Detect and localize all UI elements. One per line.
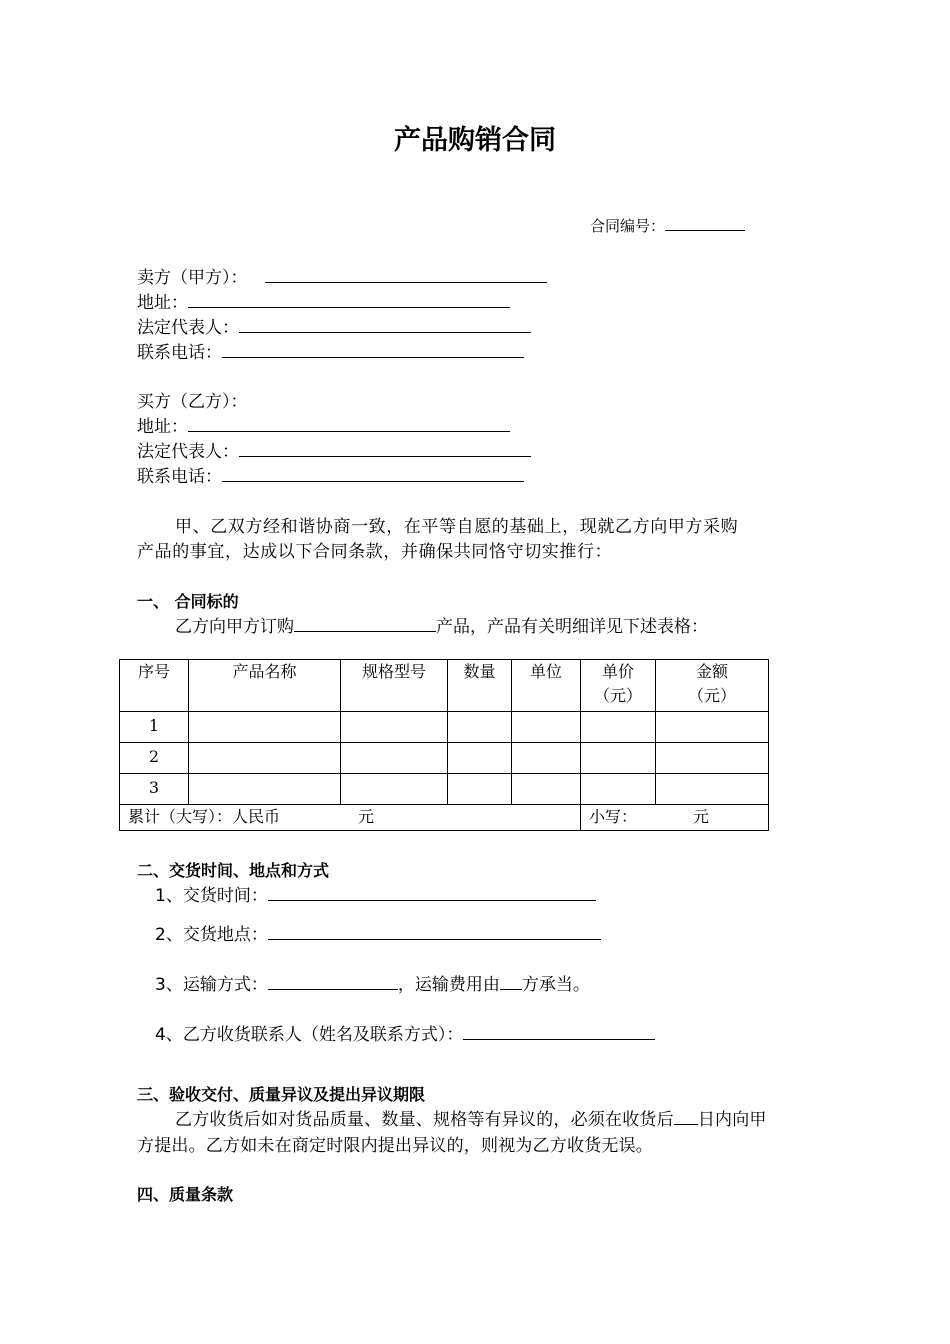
header-unit-price: 单价 （元） xyxy=(581,660,656,712)
cell-unit[interactable] xyxy=(512,774,581,805)
buyer-rep-line xyxy=(137,437,531,462)
seller-address-blank[interactable] xyxy=(188,291,510,308)
row-serial: 3 xyxy=(120,774,189,805)
transport-post: 方承当。 xyxy=(521,975,590,995)
cell-unit-price[interactable] xyxy=(581,774,656,805)
buyer-address-label: 地址： xyxy=(137,417,188,437)
cell-unit-price[interactable] xyxy=(581,743,656,774)
seller-phone-line xyxy=(137,338,524,363)
section-3-line-1: 乙方收货后如对货品质量、数量、规格等有异议的，必须在收货后 日内向甲 xyxy=(175,1110,767,1130)
section-1-text-pre: 乙方向甲方订购 xyxy=(175,617,294,637)
buyer-rep-label: 法定代表人： xyxy=(137,442,239,462)
cell-quantity[interactable] xyxy=(448,743,512,774)
cell-spec-model[interactable] xyxy=(341,743,448,774)
cell-amount[interactable] xyxy=(656,743,769,774)
delivery-place-blank[interactable] xyxy=(268,923,601,940)
total-upper-cell[interactable] xyxy=(120,805,581,831)
intro-line-1: 甲、乙双方经和谐协商一致，在平等自愿的基础上，现就乙方向甲方采购 xyxy=(175,517,739,537)
table-row xyxy=(120,774,769,805)
cell-product-name[interactable] xyxy=(189,774,341,805)
buyer-phone-label: 联系电话： xyxy=(137,467,222,487)
buyer-phone-blank[interactable] xyxy=(222,465,524,482)
total-lower-label: 小写： xyxy=(589,807,638,826)
cell-spec-model[interactable] xyxy=(341,712,448,743)
section-3-heading: 三、验收交付、质量异议及提出异议期限 xyxy=(137,1085,426,1104)
delivery-time-line: 1、交货时间： xyxy=(155,881,596,906)
transport-line: 3、运输方式： ，运输费用由 方承当。 xyxy=(155,975,590,995)
section-4-heading: 四、质量条款 xyxy=(137,1185,234,1204)
seller-phone-label: 联系电话： xyxy=(137,343,222,363)
seller-name-blank[interactable] xyxy=(265,266,547,283)
section-1-text-post: 产品，产品有关明细详见下述表格： xyxy=(436,617,708,637)
cell-unit[interactable] xyxy=(512,743,581,774)
table-row xyxy=(120,743,769,774)
seller-line xyxy=(137,263,547,288)
cell-quantity[interactable] xyxy=(448,712,512,743)
receiver-contact-blank[interactable] xyxy=(463,1023,655,1040)
product-blank[interactable] xyxy=(294,615,436,632)
section-3-line-2: 方提出。乙方如未在商定时限内提出异议的，则视为乙方收货无误。 xyxy=(137,1136,653,1156)
seller-address-label: 地址： xyxy=(137,293,188,313)
section-2-heading: 二、交货时间、地点和方式 xyxy=(137,861,330,880)
section-1-text xyxy=(175,612,708,637)
delivery-place-label: 、交货地点： xyxy=(165,925,268,945)
table-header-row xyxy=(120,660,769,712)
header-spec-model: 规格型号 xyxy=(341,660,448,712)
header-quantity: 数量 xyxy=(448,660,512,712)
delivery-time-label: 、交货时间： xyxy=(165,886,268,906)
header-product-name: 产品名称 xyxy=(189,660,341,712)
cell-product-name[interactable] xyxy=(189,712,341,743)
header-serial: 序号 xyxy=(120,660,189,712)
cell-quantity[interactable] xyxy=(448,774,512,805)
seller-address-line xyxy=(137,288,510,313)
seller-rep-line xyxy=(137,313,531,338)
total-lower-cell[interactable] xyxy=(581,805,769,831)
row-serial: 2 xyxy=(120,743,189,774)
intro-line-2: 产品的事宜，达成以下合同条款，并确保共同恪守切实推行： xyxy=(137,542,613,562)
buyer-line xyxy=(137,387,248,412)
document-title: 产品购销合同 xyxy=(394,125,556,156)
seller-rep-blank[interactable] xyxy=(239,316,531,333)
row-serial: 1 xyxy=(120,712,189,743)
buyer-address-blank[interactable] xyxy=(188,415,510,432)
cell-spec-model[interactable] xyxy=(341,774,448,805)
section-1-heading: 一、 合同标的 xyxy=(137,592,239,611)
receiver-contact-label: 、乙方收货联系人（姓名及联系方式）： xyxy=(165,1025,464,1045)
transport-method-blank[interactable] xyxy=(268,973,398,990)
receiver-contact-line: 4、乙方收货联系人（姓名及联系方式）： xyxy=(155,1020,655,1045)
buyer-phone-line xyxy=(137,462,524,487)
table-total-row xyxy=(120,805,769,831)
total-upper-label: 累计（大写）：人民币 xyxy=(128,807,281,826)
contract-number-blank[interactable] xyxy=(665,214,745,231)
cell-amount[interactable] xyxy=(656,712,769,743)
contract-number xyxy=(590,214,745,236)
header-unit: 单位 xyxy=(512,660,581,712)
table-row xyxy=(120,712,769,743)
cell-unit[interactable] xyxy=(512,712,581,743)
goods-table xyxy=(119,659,769,831)
cell-product-name[interactable] xyxy=(189,743,341,774)
transport-label: 、运输方式： xyxy=(165,975,268,995)
delivery-place-line: 2、交货地点： xyxy=(155,920,601,945)
total-lower-unit: 元 xyxy=(693,807,710,826)
seller-rep-label: 法定代表人： xyxy=(137,318,239,338)
buyer-address-line xyxy=(137,412,510,437)
objection-days-blank[interactable] xyxy=(674,1108,698,1125)
buyer-rep-blank[interactable] xyxy=(239,440,531,457)
seller-label: 卖方（甲方）： xyxy=(137,268,248,288)
header-amount: 金额 （元） xyxy=(656,660,769,712)
transport-mid: ，运输费用由 xyxy=(397,975,500,995)
transport-payer-blank[interactable] xyxy=(500,973,522,990)
cell-unit-price[interactable] xyxy=(581,712,656,743)
seller-phone-blank[interactable] xyxy=(222,341,524,358)
total-upper-unit: 元 xyxy=(358,807,375,826)
cell-amount[interactable] xyxy=(656,774,769,805)
delivery-time-blank[interactable] xyxy=(268,884,596,901)
contract-number-label: 合同编号： xyxy=(590,217,666,235)
buyer-label: 买方（乙方）： xyxy=(137,392,248,412)
